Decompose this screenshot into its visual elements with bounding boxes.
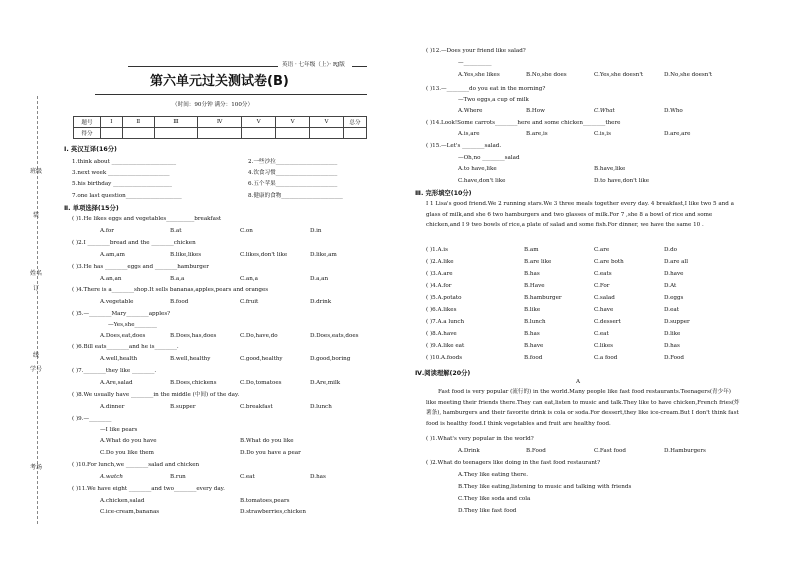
option[interactable]: A.What do you have <box>100 438 157 444</box>
option[interactable]: B.like,likes <box>170 252 202 258</box>
cloze-option[interactable]: D.eat <box>664 307 679 313</box>
option[interactable]: D.Who <box>664 108 683 114</box>
question-line: ( )10.For lunch,we ________salad and chicken <box>72 462 200 468</box>
option[interactable]: C.have,don't like <box>458 178 506 184</box>
cloze-option[interactable]: B.hamburger <box>524 295 562 301</box>
question-line: ( )12.—Does your friend like salad? <box>426 48 526 54</box>
cloze-option[interactable]: D.do <box>664 247 678 253</box>
cloze-option[interactable]: C.salad <box>594 295 615 301</box>
translate-item: 1.think about _______________________ <box>72 159 176 165</box>
option[interactable]: A.dinner <box>100 404 125 410</box>
option[interactable]: A.watch <box>100 474 123 480</box>
option[interactable]: A.Drink <box>458 448 480 454</box>
option[interactable]: C.an,a <box>240 276 258 282</box>
option[interactable]: C.Fast food <box>594 448 626 454</box>
cloze-option[interactable]: C.are <box>594 247 610 253</box>
option[interactable]: C.Do,have,do <box>240 333 278 339</box>
cloze-option[interactable]: C.For <box>594 283 610 289</box>
option[interactable]: D.strawberries,chicken <box>240 509 306 515</box>
option[interactable]: B.well,healthy <box>170 356 211 362</box>
score-cell: Ⅴ <box>310 117 344 128</box>
translate-item: 2.一些沙拉______________________ <box>248 159 338 165</box>
section-1-title: Ⅰ. 英汉互译(16分) <box>64 146 117 153</box>
question-line: ( )5.—________Mary________apples? <box>72 311 171 317</box>
cloze-option[interactable]: ( )3.A.are <box>426 271 453 277</box>
cloze-passage: I 1 Lisa's good friend.We 2 running stars.We 3 three meals together every day. 4 breakfast,I like two 5 and a glass of milk,and she 6 two hamburgers and two glasses of milk.For 7 ,she 8 a bowl of rice and some chicken,and I 9 two bowls of rice,a plate of salad and some fish.For dinner, we have the same 10 . <box>426 201 734 229</box>
score-entry[interactable] <box>197 128 241 139</box>
cloze-option[interactable]: D.Food <box>664 355 684 361</box>
question-line: ( )3.He has ________eggs and ________hamburger <box>72 264 209 270</box>
option[interactable]: C.Do you like them <box>100 450 154 456</box>
score-cell: Ⅴ <box>242 117 276 128</box>
cloze-option[interactable]: D.supper <box>664 319 690 325</box>
cloze-option[interactable]: D.eggs <box>664 295 684 301</box>
score-entry[interactable] <box>154 128 197 139</box>
question-line: —__________ <box>458 60 492 66</box>
score-entry[interactable] <box>344 128 367 139</box>
cloze-option[interactable]: C.a food <box>594 355 618 361</box>
score-cell: 题号 <box>74 117 101 128</box>
option[interactable]: B.supper <box>170 404 196 410</box>
question-line: ( )4.There is a________shop.It sells bananas,apples,pears and oranges <box>72 287 269 293</box>
cloze-option[interactable]: D.like <box>664 331 681 337</box>
cloze-option[interactable]: C.likes <box>594 343 614 349</box>
option[interactable]: C.on <box>240 228 253 234</box>
question-line: —Yes,she________ <box>108 322 157 328</box>
option[interactable]: A.Are,salad <box>100 380 133 386</box>
cloze-option[interactable]: ( )6.A.likes <box>426 307 457 313</box>
score-cell: Ⅴ <box>276 117 310 128</box>
option[interactable]: D.good,boring <box>310 356 351 362</box>
side-label-zhuang: 装 <box>33 212 40 219</box>
score-cell: 总分 <box>344 117 367 128</box>
option[interactable]: D.are,are <box>664 131 691 137</box>
question-line: ( )7.________they like ________. <box>72 368 157 374</box>
score-row-label: 得分 <box>74 128 101 139</box>
cloze-option[interactable]: C.have <box>594 307 614 313</box>
option[interactable]: C.fruit <box>240 299 259 305</box>
translate-item: 6.五个苹果______________________ <box>248 181 338 187</box>
cloze-option[interactable]: B.am <box>524 247 539 253</box>
cloze-option[interactable]: ( )1.A.is <box>426 247 448 253</box>
option[interactable]: B.They like eating,listening to music and talking with friends <box>458 484 632 490</box>
option[interactable]: B.a,a <box>170 276 185 282</box>
option[interactable]: D.Do you have a pear <box>240 450 301 456</box>
translate-item: 5.his birthday _____________________ <box>72 181 172 187</box>
option[interactable]: C.ice-cream,bananas <box>100 509 160 515</box>
side-label-room: 考场 <box>30 464 43 471</box>
option[interactable]: C.likes,don't like <box>240 252 288 258</box>
option[interactable]: B.tomatoes,pears <box>240 498 290 504</box>
question-line: ( )14.Look!Some carrots________here and some chicken________there <box>426 120 621 126</box>
cloze-option[interactable]: D.are all <box>664 259 689 265</box>
translate-item: 4.饮食习惯______________________ <box>248 170 338 176</box>
option[interactable]: C.is,is <box>594 131 611 137</box>
question-line: ( )15.—Let's ________salad. <box>426 143 502 149</box>
score-entry[interactable] <box>242 128 276 139</box>
side-label-ding: 订 <box>33 285 40 292</box>
option[interactable]: B.at <box>170 228 182 234</box>
grade-label: 英语 · 七年级（上）· RJ版 <box>282 62 345 68</box>
cloze-option[interactable]: B.has <box>524 331 540 337</box>
exam-meta: （时间：90分钟 满分：100分） <box>172 102 254 108</box>
option[interactable]: D.drink <box>310 299 332 305</box>
option[interactable]: C.What <box>594 108 615 114</box>
header-rule-left <box>128 66 278 67</box>
option[interactable]: A.is,are <box>458 131 480 137</box>
question-line: —Oh,no ________salad <box>458 155 520 161</box>
option[interactable]: A.well,health <box>100 356 138 362</box>
cloze-option[interactable]: ( )2.A.like <box>426 259 454 265</box>
cloze-option[interactable]: B.lunch <box>524 319 546 325</box>
side-label-class: 班级 <box>30 168 43 175</box>
question-line: —I like pears <box>100 427 138 433</box>
cloze-option[interactable]: C.eat <box>594 331 609 337</box>
option[interactable]: A.Does,eat,does <box>100 333 146 339</box>
option[interactable]: A.They like eating there. <box>458 472 529 478</box>
option[interactable]: A.vegetable <box>100 299 134 305</box>
option[interactable]: B.food <box>170 299 189 305</box>
question-line: ( )2.What do teenagers like doing in the fast food restaurant? <box>426 460 601 466</box>
option[interactable]: A.an,an <box>100 276 122 282</box>
question-line: ( )1.He likes eggs and vegetables__________breakfast <box>72 216 222 222</box>
question-line: ( )6.Bill eats________and he is________. <box>72 344 179 350</box>
score-entry[interactable] <box>310 128 344 139</box>
side-label-number: 学号 <box>30 366 43 373</box>
translate-item: 8.健康的食物______________________ <box>248 193 343 199</box>
option[interactable]: D.Does,eats,does <box>310 333 359 339</box>
cloze-option[interactable]: ( )10.A.foods <box>426 355 463 361</box>
question-line: ( )2.I ________bread and the ________chicken <box>72 240 196 246</box>
option[interactable]: B.What do you like <box>240 438 294 444</box>
option[interactable]: A.am,am <box>100 252 125 258</box>
option[interactable]: B.have,like <box>594 166 626 172</box>
side-label-name: 姓名 <box>30 270 43 277</box>
option[interactable]: D.has <box>310 474 326 480</box>
option[interactable]: B.Food <box>526 448 546 454</box>
cloze-option[interactable]: ( )7.A.a lunch <box>426 319 465 325</box>
cloze-option[interactable]: D.has <box>664 343 680 349</box>
question-line: ( )9.—________ <box>72 416 112 422</box>
option[interactable]: D.Hamburgers <box>664 448 706 454</box>
cloze-option[interactable]: C.eats <box>594 271 612 277</box>
option[interactable]: C.Do,tomatoes <box>240 380 282 386</box>
cloze-option[interactable]: B.has <box>524 271 540 277</box>
score-cell: Ⅲ <box>154 117 197 128</box>
cloze-option[interactable]: ( )4.A.for <box>426 283 452 289</box>
score-entry[interactable] <box>276 128 310 139</box>
cloze-option[interactable]: C.are both <box>594 259 624 265</box>
cloze-option[interactable]: B.like <box>524 307 541 313</box>
section-3-title: Ⅲ. 完形填空(10分) <box>415 190 472 197</box>
cloze-option[interactable]: B.food <box>524 355 543 361</box>
binding-line <box>37 96 38 524</box>
option[interactable]: B.are,is <box>526 131 548 137</box>
question-line: ( )1.What's very popular in the world? <box>426 436 534 442</box>
cloze-option[interactable]: ( )5.A.potato <box>426 295 462 301</box>
section-2-title: Ⅱ. 单项选择(15分) <box>64 205 119 212</box>
score-entry[interactable] <box>122 128 154 139</box>
option[interactable]: D.They like fast food <box>458 508 517 514</box>
option[interactable]: A.Yes,she likes <box>458 72 500 78</box>
option[interactable]: B.Does,chickens <box>170 380 217 386</box>
page-title: 第六单元过关测试卷(B) <box>150 74 289 89</box>
question-line: ( )13.—________do you eat in the morning? <box>426 86 546 92</box>
score-table <box>73 116 367 139</box>
option[interactable]: B.Does,has,does <box>170 333 217 339</box>
option[interactable]: B.run <box>170 474 186 480</box>
option[interactable]: B.No,she does <box>526 72 567 78</box>
title-rule <box>95 94 367 95</box>
question-line: —Two eggs,a cup of milk <box>458 97 529 103</box>
cloze-option[interactable]: C.dessert <box>594 319 621 325</box>
side-label-xian: 线 <box>33 352 40 359</box>
score-value-row <box>74 128 367 139</box>
passage-label: A <box>576 379 581 385</box>
option[interactable]: D.to have,don't like <box>594 178 650 184</box>
option[interactable]: D.like,am <box>310 252 337 258</box>
translate-item: 7.one last question____________________ <box>72 193 182 199</box>
option[interactable]: D.No,she doesn't <box>664 72 713 78</box>
question-line: ( )11.We have eight ________and two________every day. <box>72 486 225 492</box>
question-line: ( )8.We usually have ________in the middle (中间) of the day. <box>72 392 240 398</box>
header-rule-right <box>352 66 367 67</box>
option[interactable]: B.How <box>526 108 545 114</box>
option[interactable]: A.chicken,salad <box>100 498 145 504</box>
score-entry[interactable] <box>101 128 123 139</box>
option[interactable]: A.Where <box>458 108 483 114</box>
option[interactable]: C.eat <box>240 474 255 480</box>
cloze-option[interactable]: B.are like <box>524 259 552 265</box>
option[interactable]: C.They like soda and cola <box>458 496 531 502</box>
section-4-title: Ⅳ.阅读理解(20分) <box>415 370 471 377</box>
score-cell: Ⅱ <box>122 117 154 128</box>
option[interactable]: C.good,healthy <box>240 356 283 362</box>
option[interactable]: D.Are,milk <box>310 380 341 386</box>
option[interactable]: C.Yes,she doesn't <box>594 72 644 78</box>
translate-item: 3.next week ______________________ <box>72 170 170 176</box>
score-header-row <box>74 117 367 128</box>
option[interactable]: D.lunch <box>310 404 332 410</box>
option[interactable]: A.for <box>100 228 114 234</box>
cloze-option[interactable]: B.have <box>524 343 544 349</box>
option[interactable]: A.to have,like <box>458 166 497 172</box>
option[interactable]: D.a,an <box>310 276 329 282</box>
cloze-option[interactable]: B.Have <box>524 283 545 289</box>
option[interactable]: D.in <box>310 228 322 234</box>
cloze-option[interactable]: ( )9.A.like eat <box>426 343 465 349</box>
score-cell: Ⅳ <box>197 117 241 128</box>
score-cell: Ⅰ <box>101 117 123 128</box>
reading-passage: Fast food is very popular (流行的) in the world.Many people like fast food restaurants.Teenagers(青少年) like meeting their friends there.They can eat,listen to music and talk.They like to have chicken,French fries(炸薯条), hamburgers and their favorite drink is cola or soda.For dessert,they like ice-cream.But I don't think fast food is healthy food.I think vegetables and fruit are healthy food. <box>426 389 740 427</box>
option[interactable]: C.breakfast <box>240 404 273 410</box>
cloze-option[interactable]: D.At <box>664 283 677 289</box>
cloze-option[interactable]: D.have <box>664 271 684 277</box>
cloze-option[interactable]: ( )8.A.have <box>426 331 457 337</box>
